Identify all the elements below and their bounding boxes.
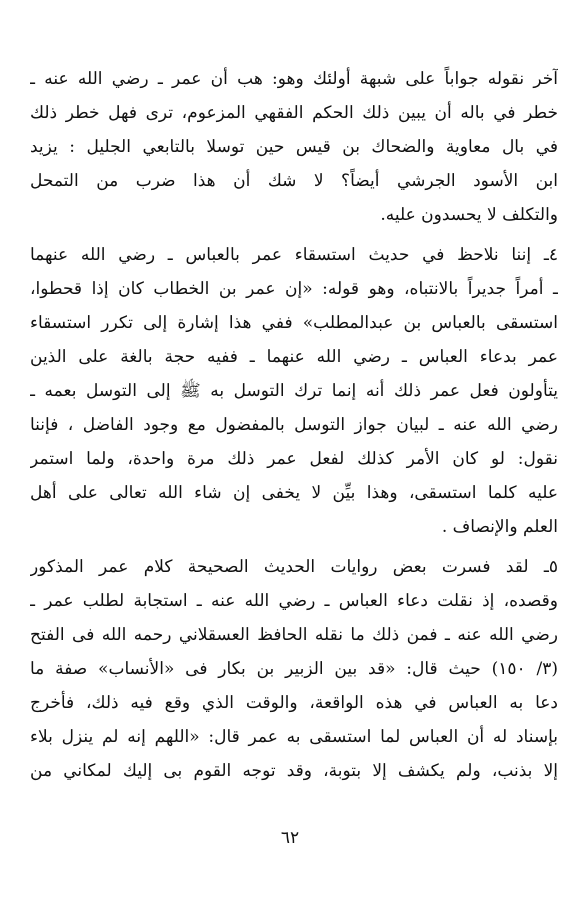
paragraph-1: [30, 62, 558, 232]
text-line: دعا به العباس في هذه الواقعة، والوقت الذي وقع فيه ذلك، فأخرج: [30, 693, 558, 713]
text-line: ٥ـ لقد فسرت بعض روايات الحديث الصحيحة كلام عمر المذكور: [30, 557, 558, 577]
text-line: (٣/ ١٥٠) حيث قال: «قد بين الزبير بن بكار فى «الأنساب» صفة ما: [30, 659, 558, 679]
text-line: عمر بدعاء العباس ـ رضي الله عنهما ـ ففيه حجة بالغة على الذين: [30, 347, 558, 367]
text-line: استسقى بالعباس بن عبدالمطلب» ففي هذا إشارة إلى تكرر استسقاء: [30, 313, 558, 333]
text-line: بإسناد له أن العباس لما استسقى به عمر قال: «اللهم إنه لم ينزل بلاء: [30, 727, 558, 747]
text-line: آخر نقوله جواباً على شبهة أولئك وهو: هب أن عمر ـ رضي الله عنه ـ: [30, 69, 558, 89]
page-number: ٦٢: [280, 828, 300, 848]
text-line: إلا بذنب، ولم يكشف إلا بتوبة، وقد توجه القوم بى إليك لمكاني من: [30, 761, 558, 781]
text-line: ـ أمراً جديراً بالانتباه، وهو قوله: «إن عمر بن الخطاب كان إذا قحطوا،: [30, 279, 558, 299]
text-line: ٤ـ إننا نلاحظ في حديث استسقاء عمر بالعباس ـ رضي الله عنهما: [30, 245, 558, 265]
text-line: يتأولون فعل عمر ذلك أنه إنما ترك التوسل به ﷺ إلى التوسل بعمه ـ: [30, 381, 558, 401]
text-line: رضي الله عنه ـ فمن ذلك ما نقله الحافظ العسقلاني رحمه الله فى الفتح: [30, 625, 558, 645]
text-line: خطر في باله أن يبين ذلك الحكم الفقهي المزعوم، ترى فهل خطر ذلك: [30, 103, 558, 123]
page-body: [30, 62, 558, 788]
text-line: العلم والإنصاف .: [441, 517, 558, 537]
paragraph-2: [30, 238, 558, 544]
text-line: وقصده، إذ نقلت دعاء العباس ـ رضي الله عنه ـ استجابة لطلب عمر ـ: [30, 591, 558, 611]
text-line: ابن الأسود الجرشي أيضاً؟ لا شك أن هذا ضرب من التمحل: [30, 171, 558, 191]
text-line: نقول: لو كان الأمر كذلك لفعل عمر ذلك مرة واحدة، ولما استمر: [30, 449, 558, 469]
text-line: في بال معاوية والضحاك بن قيس حين توسلا بالتابعي الجليل : يزيد: [30, 137, 558, 157]
text-line: رضي الله عنه ـ لبيان جواز التوسل بالمفضول مع وجود الفاضل ، فإننا: [30, 415, 558, 435]
text-line: والتكلف لا يحسدون عليه.: [380, 205, 558, 225]
paragraph-3: [30, 550, 558, 788]
text-line: عليه كلما استسقى، وهذا بيِّن لا يخفى إن شاء الله تعالى على أهل: [30, 483, 558, 503]
